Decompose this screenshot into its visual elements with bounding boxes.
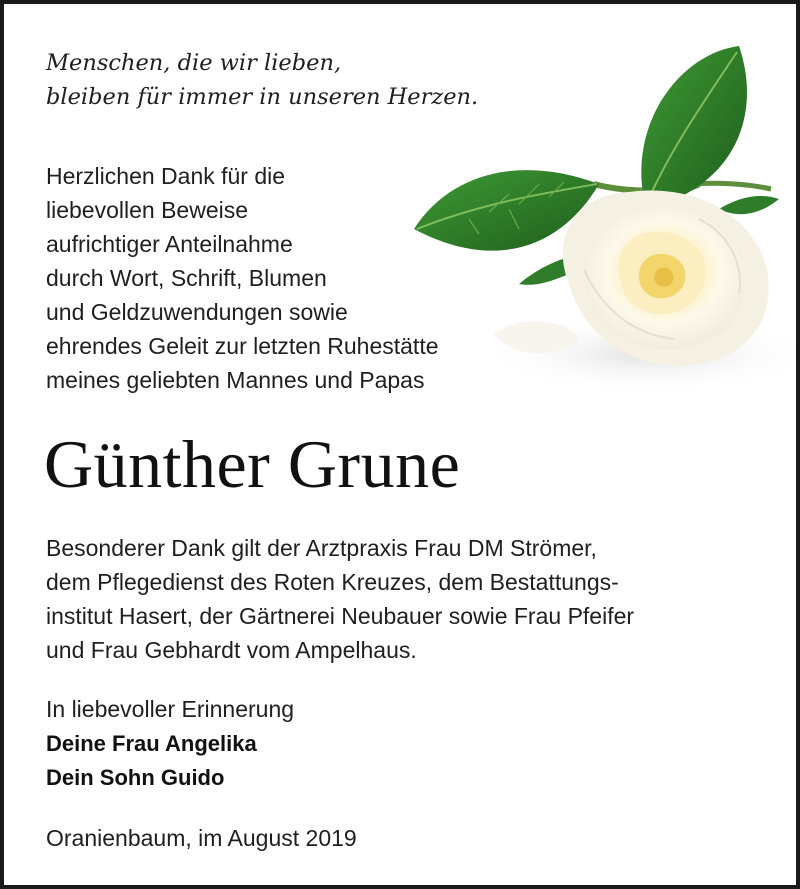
- special-thanks-line: institut Hasert, der Gärtnerei Neubauer sowie Frau Pfeifer: [46, 603, 635, 629]
- thanks-line: aufrichtiger Anteilnahme: [46, 231, 293, 257]
- quote-line: Menschen, die wir lieben,: [46, 50, 342, 76]
- special-thanks-line: Besonderer Dank gilt der Arztpraxis Frau DM Strömer,: [46, 535, 597, 561]
- quote-line: bleiben für immer in unseren Herzen.: [46, 84, 479, 110]
- thanks-paragraph: [46, 159, 566, 397]
- thanks-line: durch Wort, Schrift, Blumen: [46, 265, 327, 291]
- signer-wife: Deine Frau Angelika: [46, 731, 257, 756]
- thanks-line: und Geldzuwendungen sowie: [46, 299, 348, 325]
- thanks-line: meines geliebten Mannes und Papas: [46, 367, 425, 393]
- memory-line: In liebevoller Erinnerung: [46, 696, 295, 722]
- place-date: Oranienbaum, im August 2019: [46, 825, 357, 851]
- special-thanks-line: dem Pflegedienst des Roten Kreuzes, dem Bestattungs-: [46, 569, 619, 595]
- signer-son: Dein Sohn Guido: [46, 765, 225, 790]
- special-thanks-paragraph: [46, 531, 766, 667]
- thanks-line: liebevollen Beweise: [46, 197, 249, 223]
- special-thanks-line: und Frau Gebhardt vom Ampelhaus.: [46, 637, 417, 663]
- thanks-line: ehrendes Geleit zur letzten Ruhestätte: [46, 333, 439, 359]
- deceased-name: Günther Grune: [44, 426, 461, 502]
- memorial-quote: [46, 46, 606, 114]
- thanks-line: Herzlichen Dank für die: [46, 163, 286, 189]
